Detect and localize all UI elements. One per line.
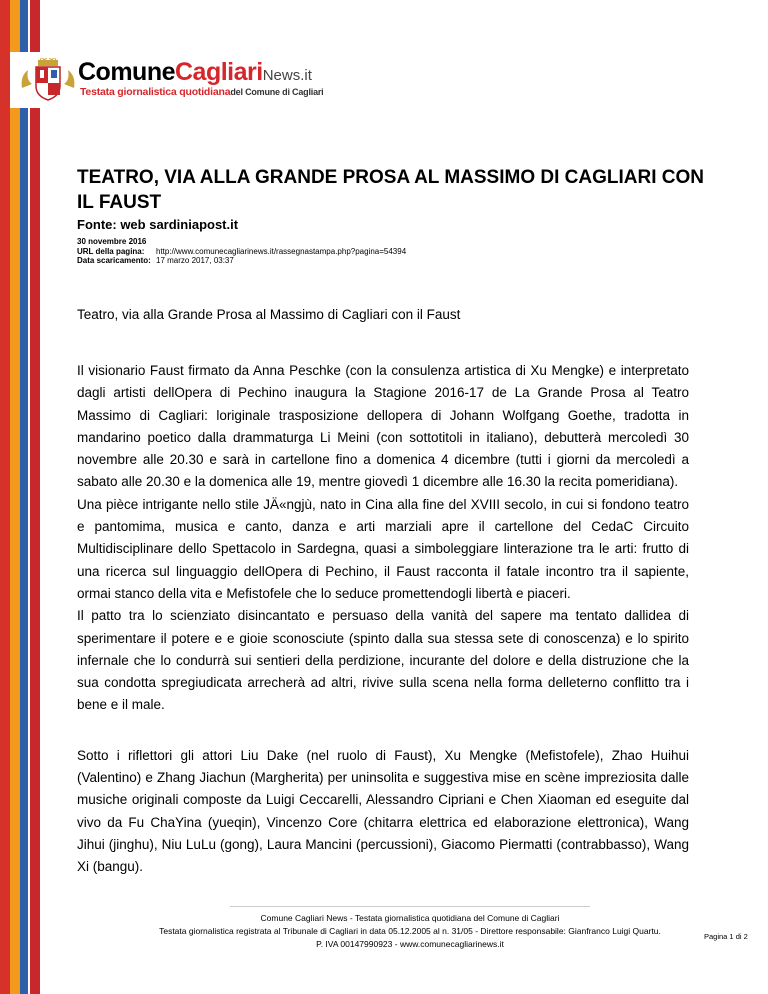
- article-meta: [77, 237, 407, 266]
- logo-city: Cagliari: [175, 58, 263, 86]
- crest-icon: [18, 58, 78, 102]
- footer-divider: [230, 906, 590, 907]
- footer-line-3: P. IVA 00147990923 - www.comunecagliarinews.it: [316, 939, 504, 949]
- article-title: TEATRO, VIA ALLA GRANDE PROSA AL MASSIMO DI CAGLIARI CON IL FAUST: [77, 167, 704, 213]
- footer-line-2: Testata giornalistica registrata al Tribunale di Cagliari in data 05.12.2005 al n. 31/05 - Direttore responsabile: Gianfranco Luigi Quartu.: [159, 926, 661, 936]
- paragraph: Il visionario Faust firmato da Anna Peschke (con la consulenza artistica di Xu Mengke) e interpretato dagli artisti dellOpera di Pechino inaugura la Stagione 2016-17 de La Grande Prosa al Teatro Massimo di Cagliari: loriginale trasposizione dellopera di Johann Wolfgang Goethe, tradotta in mandarino poetico dalla drammaturga Li Meini (con sottotitoli in italiano), debutterà mercoledì 30 novembre alle 20.30 e sarà in cartellone fino a domenica 4 dicembre (tutti i giorni da mercoledì a sabato alle 20.30 e la domenica alle 19, mentre giovedì 1 dicembre alle 16.30 la recita pomeridiana).: [77, 363, 689, 490]
- stripe-red-dark: [30, 0, 40, 994]
- paragraph: Il patto tra lo scienziato disincantato e persuaso della vanità del sapere ma tentato dallidea di sperimentare il potere e e gioie sconosciute (spinto dalla sua stessa sete di conoscenza) e lo spirito infernale che lo condurrà sui sentieri della perdizione, incurante del dolore e della distruzione che la sua condotta spregiudicata arrecherà ad altri, rivive sulla scena nella forma delleterno conflitto tra i bene e il male.: [77, 608, 689, 713]
- stripe-blue: [20, 0, 28, 994]
- logo-tagline-tail: del Comune di Cagliari: [230, 87, 324, 97]
- side-color-stripes: [0, 0, 40, 994]
- download-label: Data scaricamento:: [77, 256, 151, 265]
- logo-suffix: News.it: [262, 67, 312, 84]
- url-label: URL della pagina:: [77, 246, 145, 256]
- stripe-red: [0, 0, 10, 994]
- logo-tagline: Testata giornalistica quotidiana: [80, 86, 231, 98]
- page-number: Pagina 1 di 2: [704, 932, 748, 941]
- logo-name: Comune: [78, 58, 175, 86]
- site-logo[interactable]: [10, 52, 340, 108]
- article-date: 30 novembre 2016: [77, 237, 147, 246]
- paragraph: Sotto i riflettori gli attori Liu Dake (nel ruolo di Faust), Xu Mengke (Mefistofele), Zhao Huihui (Valentino) e Zhang Jiachun (Margherita) per uninsolita e suggestiva mise en scène impreziosita dalle musiche originali composte da Luigi Ceccarelli, Alessandro Cipriani e Chen Xiaoman ed eseguite dal vivo da Fu ChaYina (yueqin), Vincenzo Core (chitarra elettrica ed elaborazione elettronica), Wang Jihui (jinghu), Niu LuLu (gong), Laura Mancini (percussioni), Giacomo Piermatti (contrabbasso), Wang Xi (bangu).: [77, 747, 689, 875]
- article-source: Fonte: web sardiniapost.it: [77, 217, 239, 232]
- footer-line-1: Comune Cagliari News - Testata giornalistica quotidiana del Comune di Cagliari: [260, 913, 560, 923]
- page-url[interactable]: http://www.comunecagliarinews.it/rassegnastampa.php?pagina=54394: [156, 246, 407, 256]
- download-date: 17 marzo 2017, 03:37: [156, 256, 234, 265]
- article-body: [77, 360, 689, 879]
- page-footer: [110, 912, 710, 951]
- article-subtitle: Teatro, via alla Grande Prosa al Massimo di Cagliari con il Faust: [77, 307, 461, 322]
- stripe-orange: [10, 0, 20, 994]
- paragraph: Una pièce intrigante nello stile JÄ«ngjù, nato in Cina alla fine del XVIII secolo, in cui si fondono teatro e pantomima, musica e canto, danza e arti marziali apre il cartellone del CedaC Circuito Multidisciplinare dello Spettacolo in Sardegna, quasi a simboleggiare linterazione tra le arti: frutto di una ricerca sul linguaggio dellOpera di Pechino, il Faust racconta il fatale incontro tra il sapiente, ormai stanco della vita e Mefistofele che lo seduce promettendogli libertà e piaceri.: [77, 496, 689, 601]
